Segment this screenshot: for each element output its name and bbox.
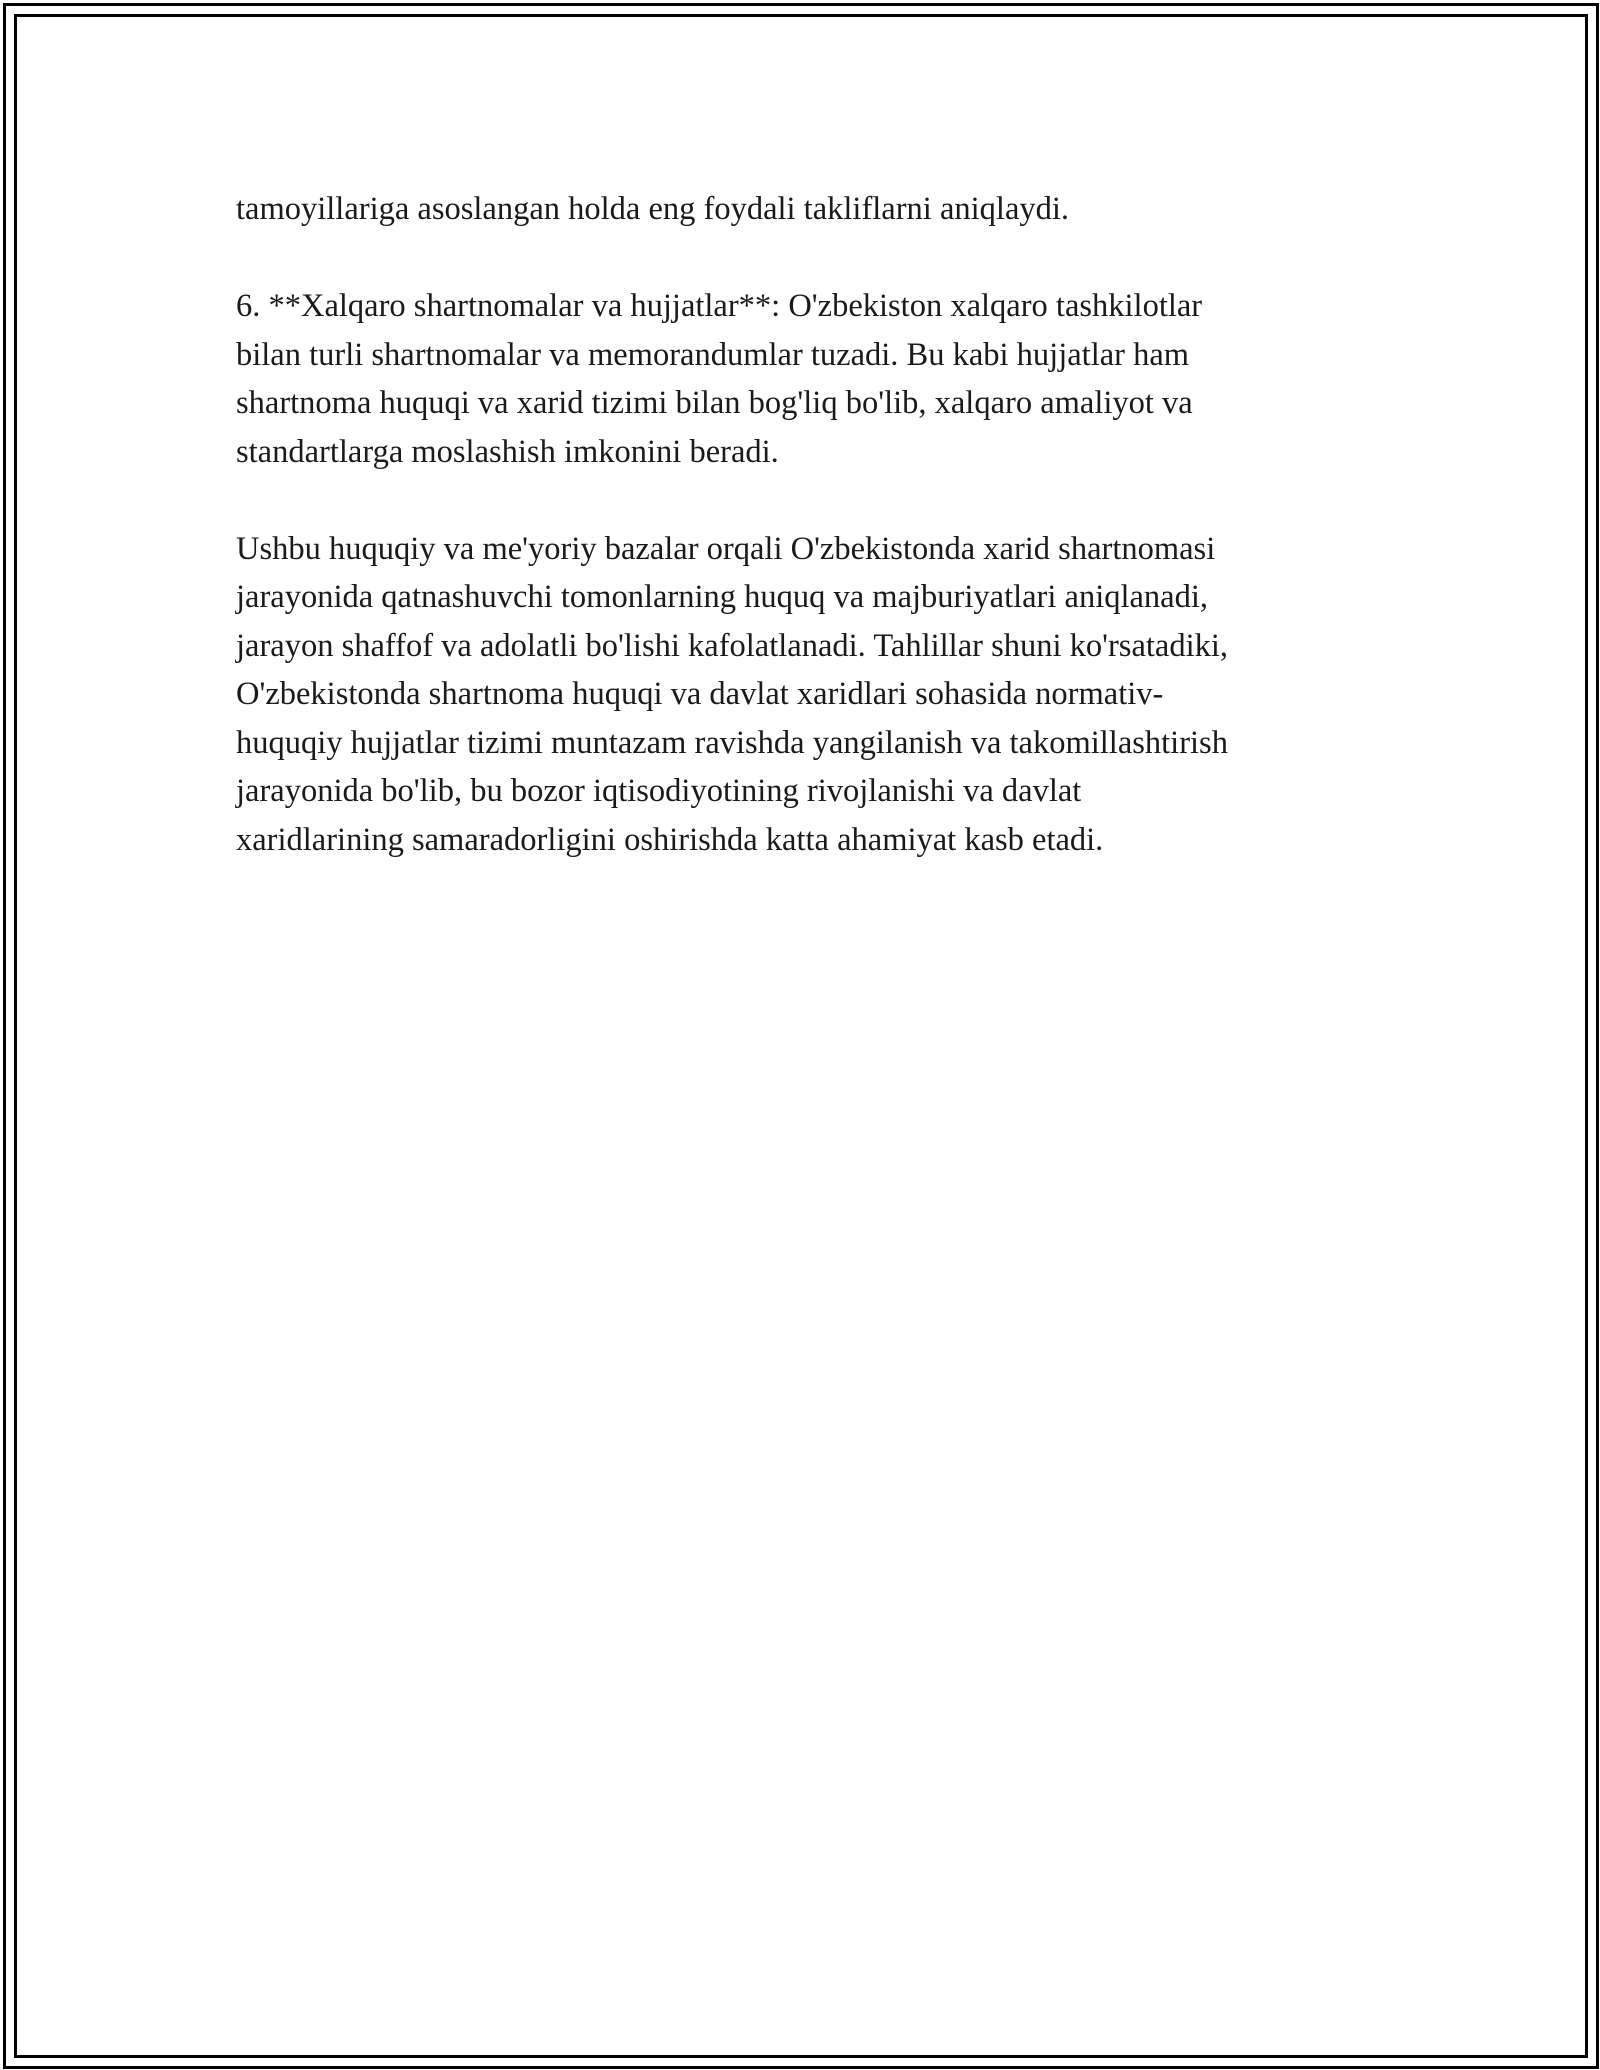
text-line: shartnoma huquqi va xarid tizimi bilan bog'liq bo'lib, xalqaro amaliyot va xyxy=(236,385,1193,421)
text-line: jarayonida qatnashuvchi tomonlarning huquq va majburiyatlari aniqlanadi, xyxy=(236,579,1209,615)
text-line: Ushbu huquqiy va me'yoriy bazalar orqali O'zbekistonda xarid shartnomasi xyxy=(236,530,1216,567)
text-line: standartlarga moslashish imkonini beradi. xyxy=(236,433,779,470)
text-line: bilan turli shartnomalar va memorandumlar tuzadi. Bu kabi hujjatlar ham xyxy=(236,336,1190,373)
document-body xyxy=(236,185,1376,913)
text-line: 6. **Xalqaro shartnomalar va hujjatlar**: O'zbekiston xalqaro tashkilotlar xyxy=(236,288,1203,324)
text-line: jarayon shaffof va adolatli bo'lishi kafolatlanadi. Tahlillar shuni ko'rsatadiki, xyxy=(236,627,1229,664)
text-line: jarayonida bo'lib, bu bozor iqtisodiyotining rivojlanishi va davlat xyxy=(236,773,1082,809)
text-line: O'zbekistonda shartnoma huquqi va davlat xaridlari sohasida normativ- xyxy=(236,676,1164,712)
paragraph-3 xyxy=(236,525,1376,865)
text-line: tamoyillariga asoslangan holda eng foydali takliflarni aniqlaydi. xyxy=(236,191,1070,227)
text-line: huquqiy hujjatlar tizimi muntazam ravishda yangilanish va takomillashtirish xyxy=(236,724,1228,761)
paragraph-2 xyxy=(236,282,1376,476)
text-line: xaridlarining samaradorligini oshirishda katta ahamiyat kasb etadi. xyxy=(236,821,1104,858)
paragraph-1 xyxy=(236,185,1376,234)
